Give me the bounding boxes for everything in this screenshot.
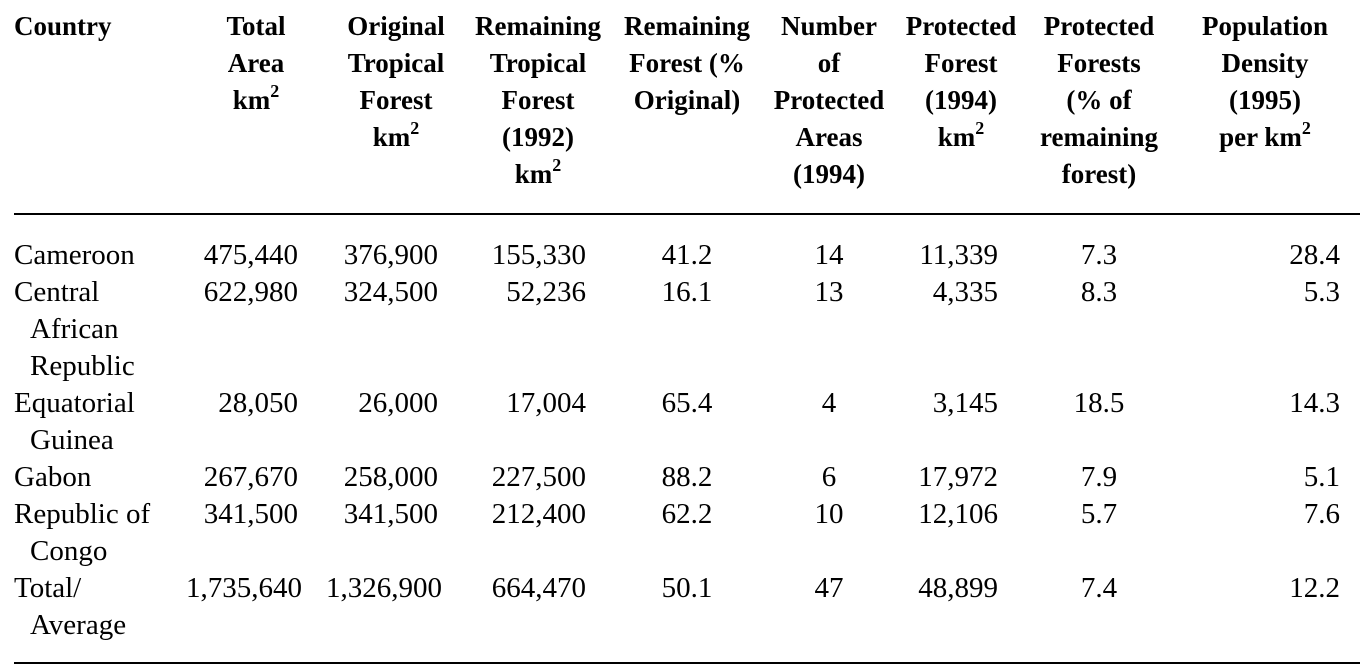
table-row <box>14 570 1360 663</box>
header-line: Forests <box>1057 48 1141 78</box>
header-line: (1992) <box>502 122 574 152</box>
cell-remaining-pct: 62.2 <box>661 498 713 530</box>
header-line: (1994) <box>925 85 997 115</box>
header-line: Remaining <box>474 11 601 41</box>
cell-protected-forest: 12,106 <box>918 498 998 530</box>
cell-protected-forest: 17,972 <box>918 461 998 493</box>
cell-population-density: 28.4 <box>1289 239 1340 271</box>
table-body <box>14 214 1360 663</box>
header-line: Forest (% <box>629 48 745 78</box>
cell-remaining-forest: 155,330 <box>491 239 586 271</box>
cell-country <box>14 459 186 496</box>
cell-remaining-pct: 50.1 <box>610 570 764 663</box>
cell-remaining-forest: 52,236 <box>506 276 586 308</box>
cell-remaining-pct: 65.4 <box>661 387 713 419</box>
header-line: Protected <box>1043 11 1155 41</box>
cell-remaining-pct: 88.2 <box>661 461 713 493</box>
table-row <box>14 214 1360 274</box>
cell-protected-areas: 4 <box>821 387 837 419</box>
header-line: Tropical <box>489 48 587 78</box>
cell-protected-areas: 6 <box>821 461 837 493</box>
cell-total-area: 28,050 <box>218 387 298 419</box>
header-line: Areas <box>795 122 863 152</box>
cell-protected-pct: 8.3 <box>1080 276 1118 308</box>
cell-protected-forest: 4,335 <box>932 276 998 308</box>
header-line: Protected <box>773 85 885 115</box>
cell-remaining-forest: 17,004 <box>506 387 586 419</box>
cell-country <box>14 496 186 570</box>
cell-country <box>14 385 186 459</box>
header-unit: per km <box>1219 122 1302 152</box>
cell-remaining-pct: 41.2 <box>661 239 713 271</box>
header-unit-exponent: 2 <box>975 118 985 138</box>
cell-total-area: 622,980 <box>203 276 298 308</box>
header-unit-exponent: 2 <box>552 155 562 175</box>
header-line: Country <box>14 11 112 41</box>
cell-original-forest: 1,326,900 <box>326 570 466 663</box>
cell-population-density: 7.6 <box>1303 498 1340 530</box>
cell-original-forest: 376,900 <box>343 239 438 271</box>
country-name-line: Republic <box>30 350 135 382</box>
table-row <box>14 274 1360 385</box>
header-line: forest) <box>1061 159 1137 189</box>
cell-population-density: 14.3 <box>1289 387 1340 419</box>
cell-remaining-forest: 212,400 <box>491 498 586 530</box>
cell-total-area: 267,670 <box>203 461 298 493</box>
country-name-line: Congo <box>30 535 108 567</box>
header-line: Forest <box>359 85 433 115</box>
country-name-line: African <box>30 313 119 345</box>
header-number-protected-areas <box>764 8 894 214</box>
cell-population-density: 5.1 <box>1303 461 1340 493</box>
cell-population-density: 12.2 <box>1170 570 1360 663</box>
header-line: Remaining <box>623 11 750 41</box>
cell-protected-areas: 47 <box>764 570 894 663</box>
cell-protected-areas: 10 <box>814 498 844 530</box>
cell-original-forest: 341,500 <box>343 498 438 530</box>
header-line: Total <box>226 11 286 41</box>
header-line: Number <box>781 11 877 41</box>
header-line: Density <box>1221 48 1309 78</box>
country-name-line: Equatorial <box>14 387 135 419</box>
table-header <box>14 8 1360 214</box>
header-unit: km <box>372 122 411 152</box>
cell-original-forest: 26,000 <box>358 387 438 419</box>
cell-protected-pct: 5.7 <box>1080 498 1118 530</box>
header-line: (1994) <box>793 159 865 189</box>
cell-protected-forest: 48,899 <box>894 570 1028 663</box>
header-unit-exponent: 2 <box>270 81 280 101</box>
header-unit-exponent: 2 <box>1301 118 1311 138</box>
cell-country <box>14 214 186 274</box>
header-line: Tropical <box>347 48 445 78</box>
header-row <box>14 8 1360 214</box>
header-remaining-tropical-forest <box>466 8 610 214</box>
header-line: (1995) <box>1229 85 1301 115</box>
country-name-line: Central <box>14 276 100 308</box>
cell-protected-pct: 18.5 <box>1073 387 1125 419</box>
header-unit-exponent: 2 <box>410 118 420 138</box>
header-population-density <box>1170 8 1360 214</box>
cell-total-area: 341,500 <box>203 498 298 530</box>
header-line: Forest <box>501 85 575 115</box>
cell-protected-areas: 13 <box>814 276 844 308</box>
country-name-line: Republic of <box>14 498 151 530</box>
cell-original-forest: 324,500 <box>343 276 438 308</box>
table-row <box>14 385 1360 459</box>
country-name-line: Average <box>30 609 127 641</box>
forest-statistics-table <box>14 8 1360 664</box>
header-line: Protected <box>905 11 1017 41</box>
table-row <box>14 496 1360 570</box>
country-name-line: Gabon <box>14 461 92 493</box>
cell-remaining-pct: 16.1 <box>661 276 713 308</box>
cell-protected-areas: 14 <box>814 239 844 271</box>
header-line: Area <box>227 48 285 78</box>
cell-country <box>14 570 186 663</box>
header-line: (% of <box>1066 85 1132 115</box>
cell-protected-forest: 3,145 <box>932 387 998 419</box>
cell-protected-forest: 11,339 <box>919 239 998 271</box>
country-name-line: Cameroon <box>14 239 135 271</box>
header-total-area <box>186 8 326 214</box>
cell-remaining-forest: 227,500 <box>491 461 586 493</box>
cell-protected-pct: 7.3 <box>1080 239 1118 271</box>
header-protected-forests-pct <box>1028 8 1170 214</box>
header-unit: km <box>514 159 553 189</box>
header-line: Forest <box>924 48 998 78</box>
cell-total-area: 475,440 <box>203 239 298 271</box>
header-line: Population <box>1201 11 1329 41</box>
header-line: Original <box>347 11 445 41</box>
header-country <box>14 8 186 214</box>
header-protected-forest <box>894 8 1028 214</box>
header-unit: km <box>232 85 271 115</box>
cell-original-forest: 258,000 <box>343 461 438 493</box>
header-unit: km <box>937 122 976 152</box>
cell-country <box>14 274 186 385</box>
header-remaining-forest-pct <box>610 8 764 214</box>
cell-protected-pct: 7.9 <box>1080 461 1118 493</box>
header-original-tropical-forest <box>326 8 466 214</box>
cell-population-density: 5.3 <box>1303 276 1340 308</box>
cell-remaining-forest: 664,470 <box>466 570 610 663</box>
header-line: Original) <box>633 85 741 115</box>
header-line: remaining <box>1039 122 1158 152</box>
cell-total-area: 1,735,640 <box>186 570 326 663</box>
country-name-line: Total/ <box>14 572 82 604</box>
cell-protected-pct: 7.4 <box>1028 570 1170 663</box>
header-line: of <box>817 48 841 78</box>
table-row <box>14 459 1360 496</box>
country-name-line: Guinea <box>30 424 114 456</box>
